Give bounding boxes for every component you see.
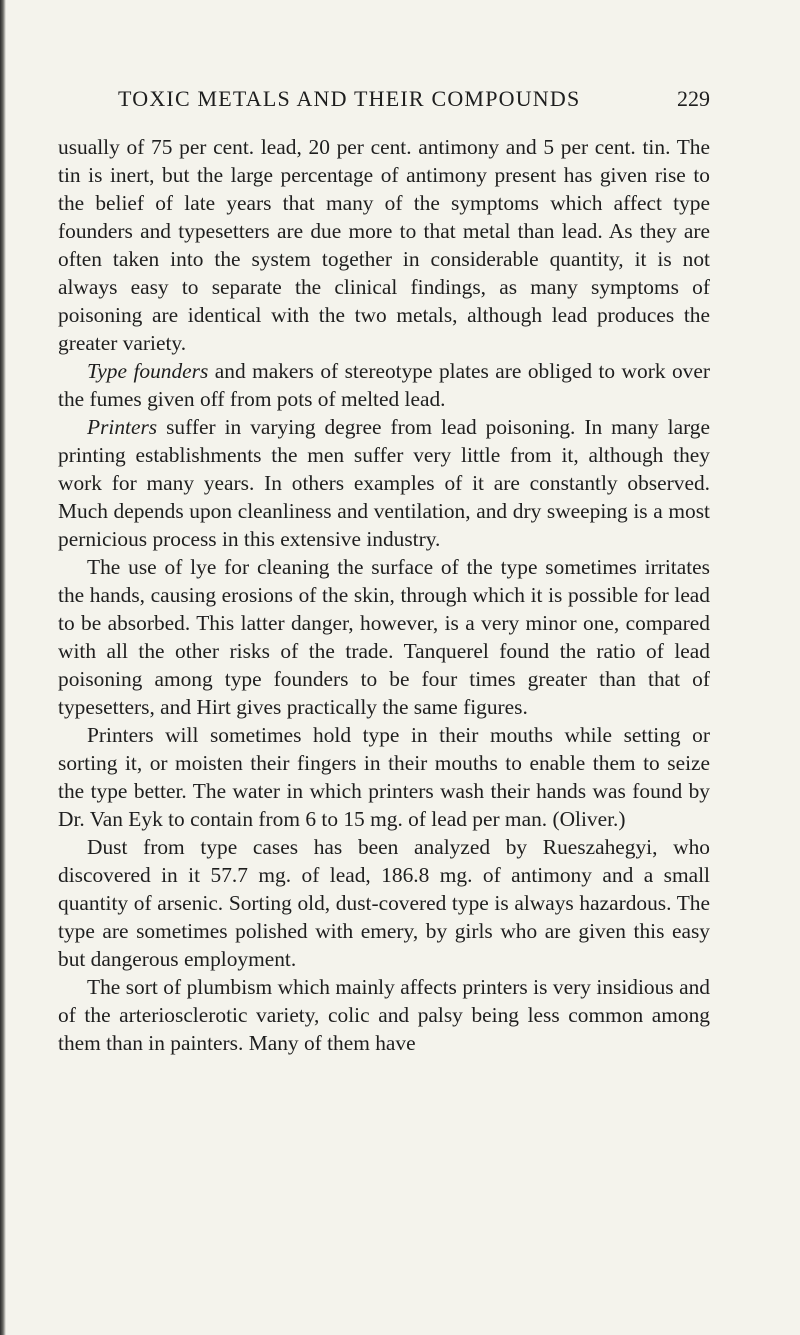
paragraph-continuation: [58, 133, 710, 357]
paragraph-text: Dust from type cases has been analyzed by Rueszahegyi, who discovered in it 57.7 mg. of lead, 186.8 mg. of antimony and a small quantity of arsenic. Sorting old, dust-covered type is always hazardous. The type are sometimes polished with emery, by girls who are given this easy but dangerous employment.: [58, 835, 710, 971]
page-number: 229: [677, 86, 710, 111]
paragraph-text: usually of 75 per cent. lead, 20 per cent. antimony and 5 per cent. tin. The tin is inert, but the large percentage of antimony present has given rise to the belief of late years that many of the symptoms which affect type founders and typesetters are due more to that metal than lead. As they are often taken into the system together in considerable quantity, it is not always easy to separate the clinical findings, as many symptoms of poisoning are identical with the two metals, although lead produces the greater variety.: [58, 135, 710, 355]
paragraph-text: and makers of stereotype plates are obliged to work over the fumes given off from pots of melted lead.: [58, 359, 710, 411]
page-binding-edge: [0, 0, 6, 1335]
paragraph-lye: [58, 553, 710, 721]
paragraph-text: The use of lye for cleaning the surface of the type sometimes irritates the hands, causing erosions of the skin, through which it is possible for lead to be absorbed. This latter danger, however, is a very minor one, compared with all the other risks of the trade. Tanquerel found the ratio of lead poisoning among type founders to be four times greater than that of typesetters, and Hirt gives practically the same figures.: [58, 555, 710, 719]
paragraph-dust: [58, 833, 710, 973]
paragraph-lead-term: Type founders: [87, 359, 209, 383]
paragraph-text: The sort of plumbism which mainly affects printers is very insidious and of the arteriosclerotic variety, colic and palsy being less common among them than in painters. Many of them have: [58, 975, 710, 1055]
paragraph-lead-term: Printers: [87, 415, 158, 439]
paragraph-type-founders: [58, 357, 710, 413]
paragraph-text: suffer in varying degree from lead poisoning. In many large printing establishments the men suffer very little from it, although they work for many years. In others examples of it are constantly observed. Much depends upon cleanliness and ventilation, and dry sweeping is a most pernicious process in this extensive industry.: [58, 415, 710, 551]
body-text: [58, 133, 710, 1057]
paragraph-mouths: [58, 721, 710, 833]
paragraph-text: Printers will sometimes hold type in their mouths while setting or sorting it, or moisten their fingers in their mouths to enable them to seize the type better. The water in which printers wash their hands was found by Dr. Van Eyk to contain from 6 to 15 mg. of lead per man. (Oliver.): [58, 723, 710, 831]
page-header: [118, 86, 710, 120]
running-title: TOXIC METALS AND THEIR COMPOUNDS: [118, 86, 581, 111]
paragraph-plumbism: [58, 973, 710, 1057]
paragraph-printers: [58, 413, 710, 553]
